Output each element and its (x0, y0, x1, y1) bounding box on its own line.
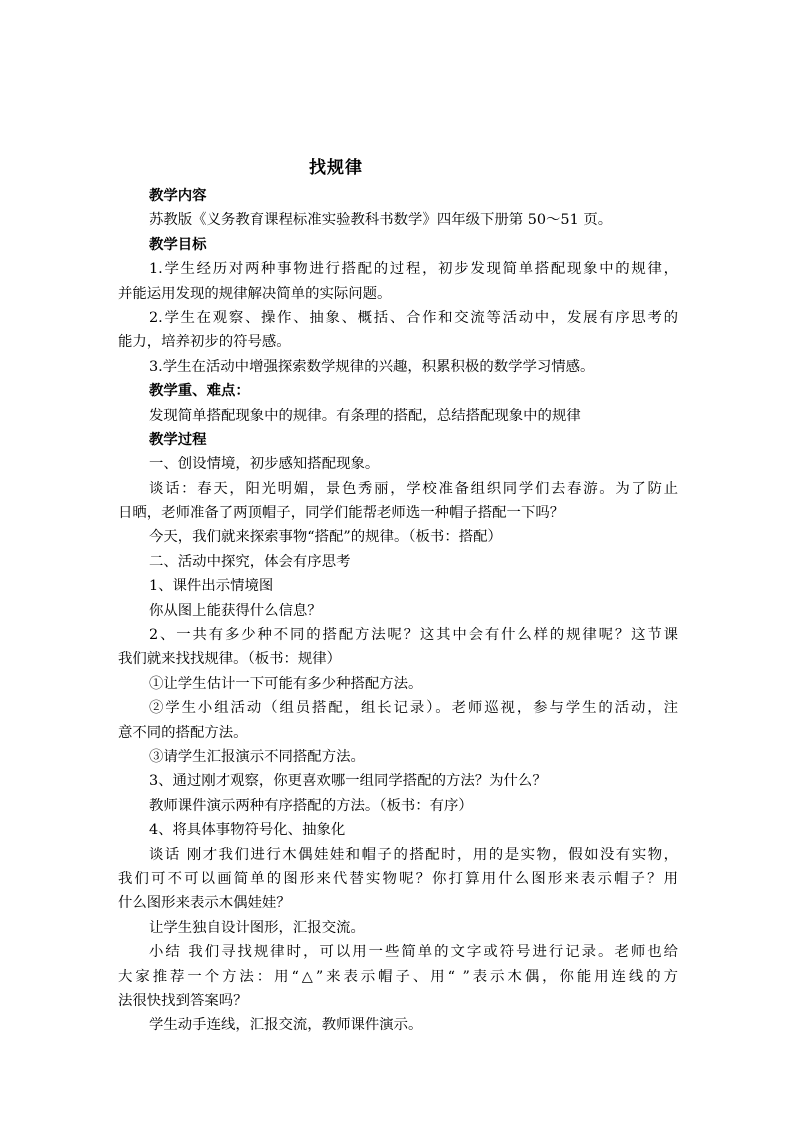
paragraph-line: 2.学生在观察、操作、抽象、概括、合作和交流等活动中，发展有序思考的 (149, 309, 678, 326)
section-heading: 教学内容 (149, 187, 207, 204)
paragraph-line: 3.学生在活动中增强探索数学规律的兴趣，积累积极的数学学习情感。 (149, 358, 595, 375)
paragraph-line: 今天，我们就来探索事物“搭配”的规律。（板书：搭配） (149, 529, 502, 546)
paragraph-line: 让学生独自设计图形，汇报交流。 (149, 919, 365, 936)
page-title: 找规律 (309, 158, 363, 178)
document-body (118, 184, 678, 1038)
section-heading: 教学重、难点： (149, 382, 250, 400)
paragraph-line: 学生动手连线，汇报交流，教师课件演示。 (149, 1017, 423, 1034)
paragraph-line: 发现简单搭配现象中的规律。有条理的搭配，总结搭配现象中的规律 (149, 407, 581, 424)
paragraph-line: 能力，培养初步的符号感。 (118, 334, 291, 351)
paragraph-line: 你从图上能获得什么信息？ (149, 602, 322, 619)
paragraph-line: 1、课件出示情境图 (149, 578, 274, 595)
paragraph-line: 2、一共有多少种不同的搭配方法呢？这其中会有什么样的规律呢？这节课 (149, 627, 678, 644)
paragraph-line: 并能运用发现的规律解决简单的实际问题。 (118, 285, 392, 302)
paragraph-line: ②学生小组活动（组员搭配，组长记录）。老师巡视，参与学生的活动，注 (149, 700, 678, 717)
paragraph-line: 1.学生经历对两种事物进行搭配的过程，初步发现简单搭配现象中的规律， (149, 261, 678, 278)
paragraph-line: 小结 我们寻找规律时，可以用一些简单的文字或符号进行记录。老师也给 (149, 944, 678, 961)
paragraph-line: 什么图形来表示木偶娃娃？ (118, 895, 291, 912)
paragraph-line: 大家推荐一个方法：用“△”来表示帽子、用“ ”表示木偶，你能用连线的方 (118, 968, 678, 985)
paragraph-line: 法很快找到答案吗？ (118, 992, 248, 1009)
section-heading: 教学目标 (149, 235, 207, 253)
paragraph-line: 教师课件演示两种有序搭配的方法。（板书：有序） (149, 797, 473, 814)
paragraph-line: ③请学生汇报演示不同搭配方法。 (149, 748, 365, 765)
paragraph-line: 4、将具体事物符号化、抽象化 (149, 822, 346, 839)
paragraph-line: 谈话：春天，阳光明媚，景色秀丽，学校准备组织同学们去春游。为了防止 (149, 480, 678, 497)
paragraph-line: 我们可不可以画简单的图形来代替实物呢？你打算用什么图形来表示帽子？用 (118, 870, 678, 887)
paragraph-line: 我们就来找找规律。（板书：规律） (118, 651, 342, 668)
paragraph-line: 一、创设情境，初步感知搭配现象。 (149, 456, 380, 473)
paragraph-line: 二、活动中探究，体会有序思考 (149, 553, 351, 570)
paragraph-line: 日晒，老师准备了两顶帽子，同学们能帮老师选一种帽子搭配一下吗？ (118, 505, 565, 522)
section-heading: 教学过程 (149, 430, 207, 448)
paragraph-line: 苏教版《义务教育课程标准实验教科书数学》四年级下册第 50～51 页。 (149, 212, 613, 229)
paragraph-line: 意不同的搭配方法。 (118, 724, 248, 741)
paragraph-line: 3、通过刚才观察，你更喜欢哪一组同学搭配的方法？为什么？ (149, 773, 547, 790)
paragraph-line: 谈话 刚才我们进行木偶娃娃和帽子的搭配时，用的是实物，假如没有实物， (149, 846, 678, 863)
paragraph-line: ①让学生估计一下可能有多少种搭配方法。 (149, 675, 423, 692)
